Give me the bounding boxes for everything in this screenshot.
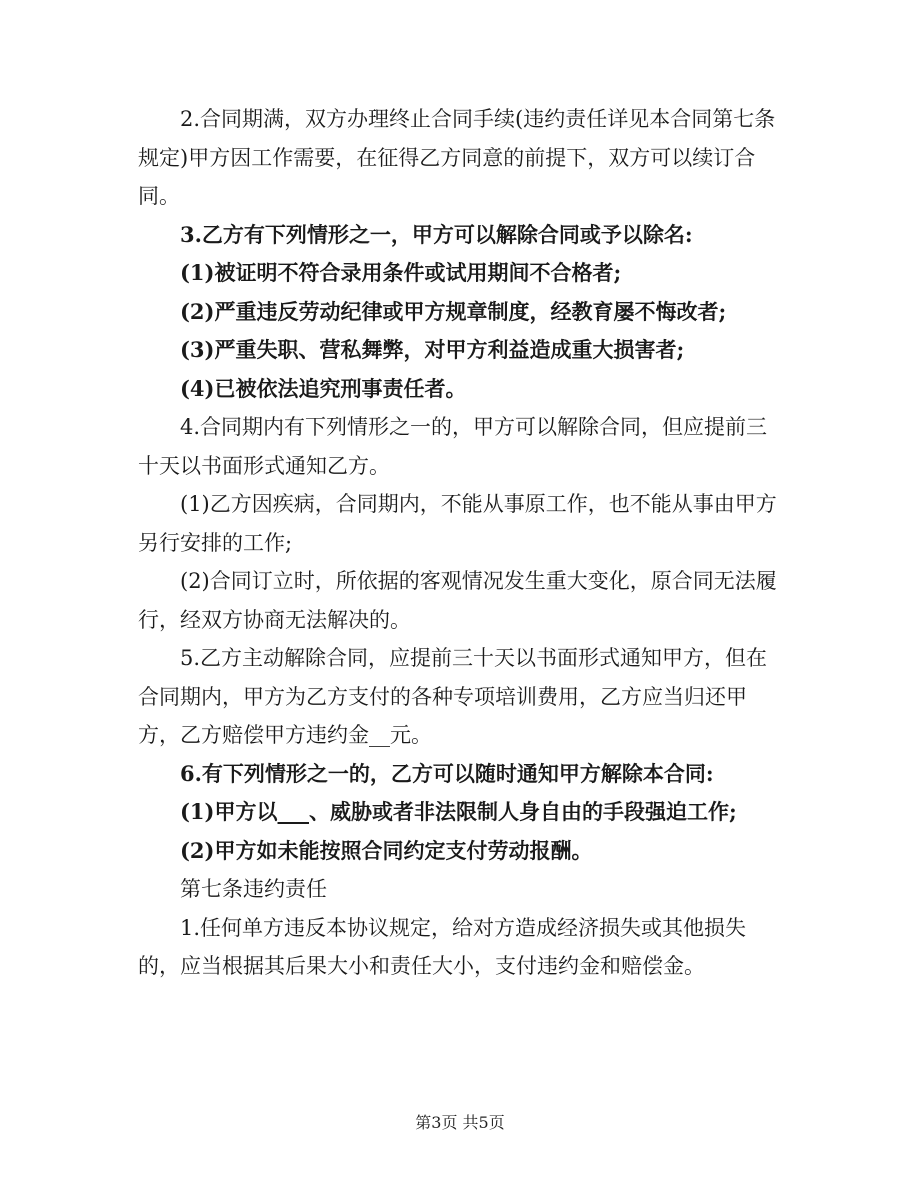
paragraph: (3)严重失职、营私舞弊，对甲方利益造成重大损害者;: [180, 337, 685, 362]
paragraph: (2)合同订立时，所依据的客观情况发生重大变化，原合同无法履行，经双方协商无法解决的。: [138, 569, 777, 632]
paragraph: (4)已被依法追究刑事责任者。: [180, 375, 467, 401]
document-body: [138, 100, 788, 986]
paragraph: (1)乙方因疾病，合同期内，不能从事原工作，也不能从事由甲方另行安排的工作;: [138, 492, 777, 555]
paragraph: 4.合同期内有下列情形之一的，甲方可以解除合同，但应提前三十天以书面形式通知乙方。: [138, 415, 768, 478]
paragraph: 1.任何单方违反本协议规定，给对方造成经济损失或其他损失的，应当根据其后果大小和责任大小，支付违约金和赔偿金。: [138, 915, 747, 978]
paragraph: (2)严重违反劳动纪律或甲方规章制度，经教育屡不悔改者;: [180, 298, 727, 324]
section-heading: 第七条违约责任: [180, 877, 327, 901]
paragraph: 2.合同期满，双方办理终止合同手续(违约责任详见本合同第七条规定)甲方因工作需要，在征得乙方同意的前提下，双方可以续订合同。: [138, 107, 776, 208]
paragraph: 5.乙方主动解除合同，应提前三十天以书面形式通知甲方，但在合同期内，甲方为乙方支付的各种专项培训费用，乙方应当归还甲方，乙方赔偿甲方违约金__元。: [138, 646, 768, 747]
paragraph: (2)甲方如未能按照合同约定支付劳动报酬。: [180, 837, 593, 863]
page-number: 第3页 共5页: [415, 1113, 505, 1132]
paragraph: 6.有下列情形之一的，乙方可以随时通知甲方解除本合同:: [180, 760, 714, 786]
paragraph: (1)甲方以___、威胁或者非法限制人身自由的手段强迫工作;: [180, 799, 737, 824]
paragraph: (1)被证明不符合录用条件或试用期间不合格者;: [180, 260, 622, 285]
paragraph: 3.乙方有下列情形之一，甲方可以解除合同或予以除名:: [180, 221, 693, 247]
